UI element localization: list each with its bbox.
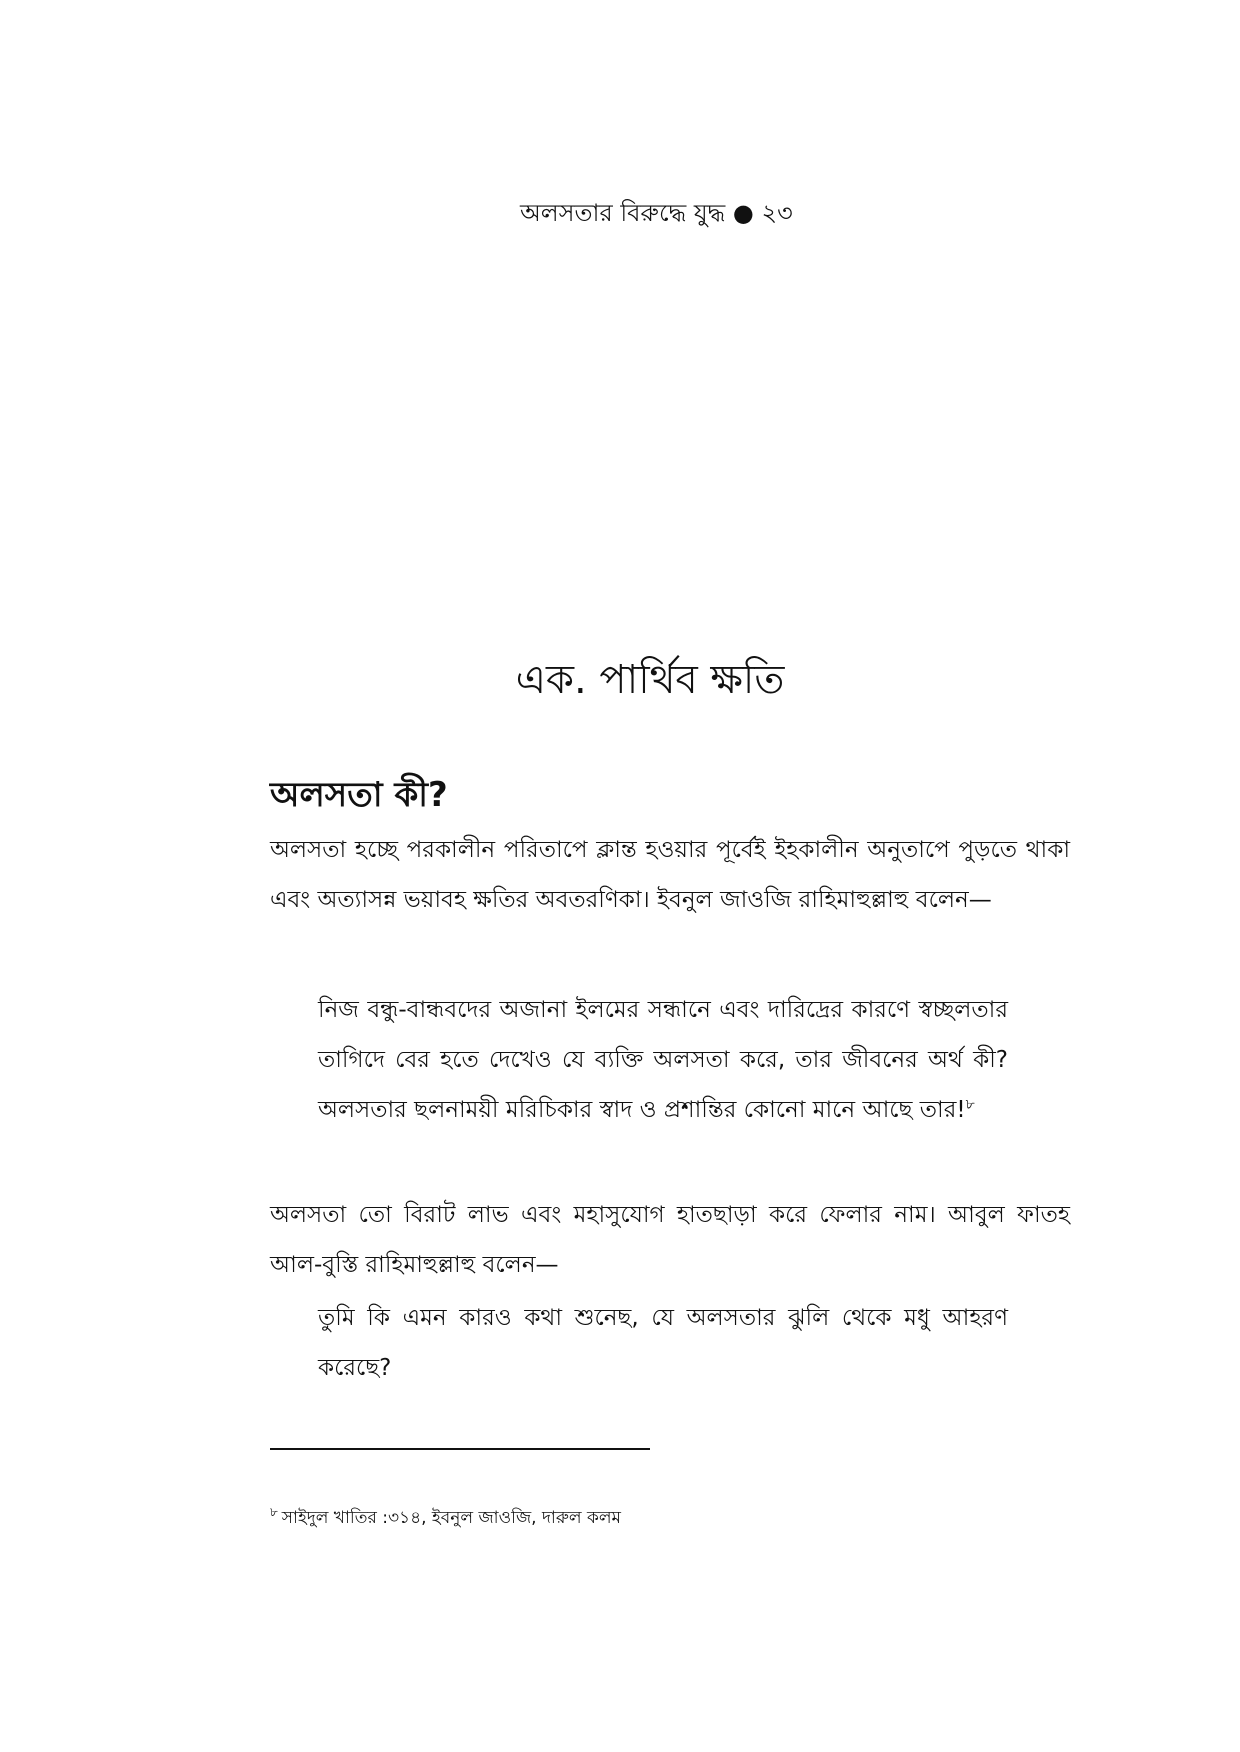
section-heading: অলসতা কী?	[270, 775, 448, 815]
block-quote-1	[318, 985, 1008, 1135]
block-quote-1-text: নিজ বন্ধু-বান্ধবদের অজানা ইলমের সন্ধানে এবং দারিদ্রের কারণে স্বচ্ছলতার তাগিদে বের হতে দেখেও যে ব্যক্তি অলসতা করে, তার জীবনের অর্থ কী? অলসতার ছলনাময়ী মরিচিকার স্বাদ ও প্রশান্তির কোনো মানে আছে তার!	[318, 997, 1008, 1123]
footnote-text: সাইদুল খাতির :৩১৪, ইবনুল জাওজি, দারুল কলম	[281, 1508, 621, 1528]
footnote	[270, 1505, 621, 1531]
body-paragraph-1: অলসতা হচ্ছে পরকালীন পরিতাপে ক্লান্ত হওয়ার পূর্বেই ইহকালীন অনুতাপে পুড়তে থাকা এবং অত্যাসন্ন ভয়াবহ ক্ষতির অবতরণিকা। ইবনুল জাওজি রাহিমাহুল্লাহু বলেন—	[270, 837, 1070, 913]
running-header: অলসতার বিরুদ্ধে যুদ্ধ ● ২৩	[520, 199, 793, 227]
footnote-mark: ৮	[270, 1505, 278, 1520]
footnote-divider	[270, 1448, 650, 1450]
footnote-reference[interactable]: ৮	[965, 1096, 975, 1113]
block-quote-2: তুমি কি এমন কারও কথা শুনেছ, যে অলসতার ঝুলি থেকে মধু আহরণ করেছে?	[318, 1305, 1008, 1381]
chapter-title: এক. পার্থিব ক্ষতি	[515, 657, 785, 703]
body-paragraph-2: অলসতা তো বিরাট লাভ এবং মহাসুযোগ হাতছাড়া করে ফেলার নাম। আবুল ফাতহ আল-বুস্তি রাহিমাহুল্লাহু বলেন—	[270, 1202, 1070, 1278]
